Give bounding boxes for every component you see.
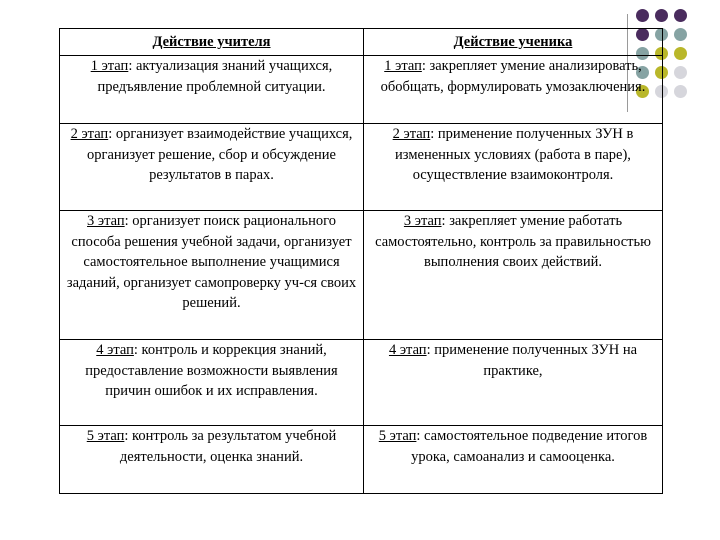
cell-text: : контроль и коррекция знаний, предоставление возможности выявления причин ошибок и их исправления.: [85, 342, 338, 399]
cell-text: : организует поиск рационального способа решения учебной задачи, организует самостоятельное выполнение учащимися заданий, организует самопроверку уч-ся своих решений.: [66, 213, 357, 311]
teacher-cell: [60, 426, 364, 494]
student-column-header: Действие ученика: [364, 29, 663, 56]
stage-label: 4 этап: [96, 342, 134, 358]
decor-dot: [674, 85, 687, 98]
decor-dot: [674, 28, 687, 41]
stage-label: 1 этап: [384, 58, 422, 74]
stage-label: 5 этап: [86, 428, 125, 444]
student-cell: [364, 426, 663, 494]
cell-text: : применение полученных ЗУН в измененных условиях (работа в паре), осуществление взаимоконтроля.: [395, 126, 634, 183]
stage-label: 1 этап: [90, 58, 129, 74]
stage-label: 3 этап: [403, 213, 442, 229]
cell-text: : закрепляет умение анализировать, обобщать, формулировать умозаключения.: [380, 58, 646, 95]
decor-dot: [674, 47, 687, 60]
table-row: [60, 340, 663, 426]
cell-text: : самостоятельное подведение итогов урока, самоанализ и самооценка.: [411, 428, 648, 465]
stage-label: 2 этап: [70, 126, 109, 142]
cell-text: : применение полученных ЗУН на практике,: [426, 342, 638, 379]
student-cell: [364, 211, 663, 340]
decor-dot: [655, 9, 668, 22]
table-row: [60, 426, 663, 494]
teacher-cell: [60, 211, 364, 340]
student-cell: [364, 124, 663, 211]
stage-label: 2 этап: [392, 126, 431, 142]
table-row: [60, 211, 663, 340]
table-row: [60, 56, 663, 124]
stage-label: 4 этап: [388, 342, 427, 358]
teacher-cell: [60, 124, 364, 211]
teacher-cell: [60, 340, 364, 426]
stage-label: 5 этап: [378, 428, 417, 444]
teacher-cell: [60, 56, 364, 124]
student-cell: [364, 340, 663, 426]
decor-dot: [636, 9, 649, 22]
cell-text: : организует взаимодействие учащихся, организует решение, сбор и обсуждение результатов в парах.: [87, 126, 353, 183]
stages-table: [59, 28, 663, 494]
cell-text: : закрепляет умение работать самостоятельно, контроль за правильностью выполнения своих действий.: [375, 213, 651, 270]
table-row: [60, 124, 663, 211]
cell-text: : актуализация знаний учащихся, предъявление проблемной ситуации.: [97, 58, 333, 95]
student-cell: [364, 56, 663, 124]
decor-dot: [674, 9, 687, 22]
teacher-column-header: Действие учителя: [60, 29, 364, 56]
stage-label: 3 этап: [87, 213, 125, 229]
table-header-row: [60, 29, 663, 56]
decor-dot: [674, 66, 687, 79]
cell-text: : контроль за результатом учебной деятельности, оценка знаний.: [119, 428, 337, 465]
